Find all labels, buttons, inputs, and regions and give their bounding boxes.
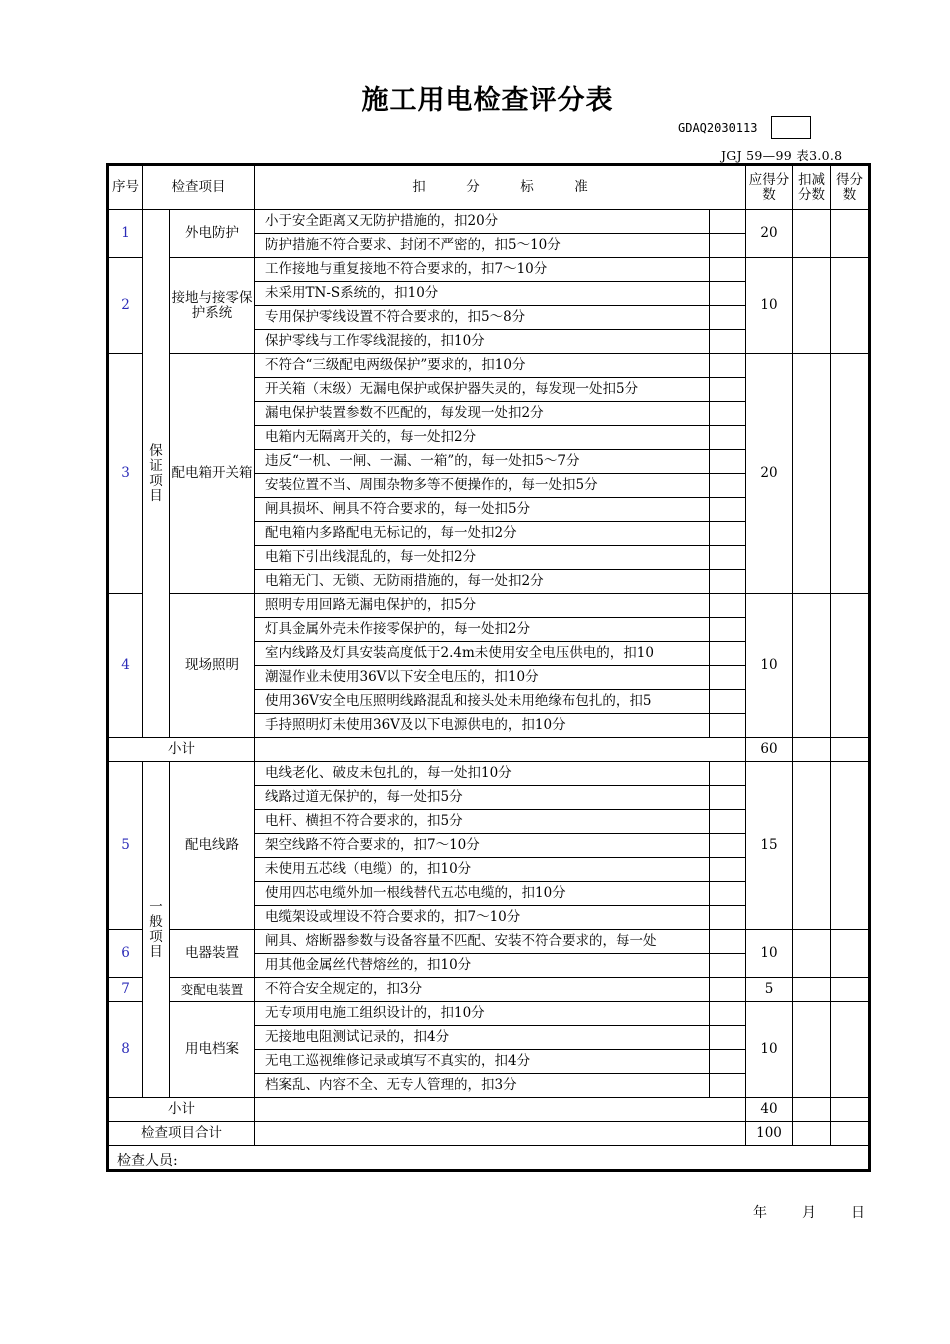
criteria-deduct-cell[interactable] xyxy=(710,306,746,330)
score-due: 10 xyxy=(746,1002,793,1098)
score-due: 20 xyxy=(746,210,793,258)
actual-score-input[interactable] xyxy=(831,258,869,354)
subtotal-blank xyxy=(255,1098,746,1122)
actual-score-input[interactable] xyxy=(831,354,869,594)
date-day-label: 日 xyxy=(851,1205,865,1221)
criteria-deduct-cell[interactable] xyxy=(710,1050,746,1074)
criteria-deduct-cell[interactable] xyxy=(710,234,746,258)
criteria-deduct-cell[interactable] xyxy=(710,1074,746,1098)
table-row xyxy=(109,354,869,378)
total-deduct[interactable] xyxy=(793,1122,831,1146)
total-actual[interactable] xyxy=(831,1122,869,1146)
criteria-deduct-cell[interactable] xyxy=(710,786,746,810)
item-name: 外电防护 xyxy=(170,210,255,258)
criteria-deduct-cell[interactable] xyxy=(710,498,746,522)
signature-row xyxy=(109,1146,869,1170)
score-due: 20 xyxy=(746,354,793,594)
subtotal-deduct[interactable] xyxy=(793,1098,831,1122)
criteria-deduct-cell[interactable] xyxy=(710,378,746,402)
criteria-text: 电缆架设或埋设不符合要求的，扣7～10分 xyxy=(255,906,710,930)
criteria-text: 电线老化、破皮未包扎的，每一处扣10分 xyxy=(255,762,710,786)
criteria-text: 配电箱内多路配电无标记的，每一处扣2分 xyxy=(255,522,710,546)
criteria-text: 电杆、横担不符合要求的，扣5分 xyxy=(255,810,710,834)
deduct-input[interactable] xyxy=(793,930,831,978)
criteria-deduct-cell[interactable] xyxy=(710,546,746,570)
date-year-label: 年 xyxy=(753,1205,767,1221)
criteria-text: 无专项用电施工组织设计的，扣10分 xyxy=(255,1002,710,1026)
item-number: 2 xyxy=(109,258,143,354)
criteria-deduct-cell[interactable] xyxy=(710,594,746,618)
criteria-text: 未使用五芯线（电缆）的，扣10分 xyxy=(255,858,710,882)
criteria-deduct-cell[interactable] xyxy=(710,426,746,450)
actual-score-input[interactable] xyxy=(831,594,869,738)
actual-score-input[interactable] xyxy=(831,930,869,978)
criteria-text: 不符合安全规定的，扣3分 xyxy=(255,978,710,1002)
subtotal-actual[interactable] xyxy=(831,738,869,762)
subtotal-label: 小计 xyxy=(109,1098,255,1122)
header-criteria: 扣 分 标 准 xyxy=(255,166,746,210)
criteria-deduct-cell[interactable] xyxy=(710,1026,746,1050)
criteria-text: 灯具金属外壳未作接零保护的，每一处扣2分 xyxy=(255,618,710,642)
deduct-input[interactable] xyxy=(793,978,831,1002)
item-number: 7 xyxy=(109,978,143,1002)
group-general: 一般项目 xyxy=(143,762,170,1098)
deduct-input[interactable] xyxy=(793,258,831,354)
item-name: 用电档案 xyxy=(170,1002,255,1098)
subtotal-row xyxy=(109,738,869,762)
criteria-text: 照明专用回路无漏电保护的，扣5分 xyxy=(255,594,710,618)
item-name: 现场照明 xyxy=(170,594,255,738)
criteria-text: 专用保护零线设置不符合要求的，扣5～8分 xyxy=(255,306,710,330)
criteria-deduct-cell[interactable] xyxy=(710,402,746,426)
criteria-text: 小于安全距离又无防护措施的，扣20分 xyxy=(255,210,710,234)
header-deduct: 扣减分数 xyxy=(793,166,831,210)
criteria-text: 未采用TN-S系统的，扣10分 xyxy=(255,282,710,306)
table-row xyxy=(109,762,869,786)
criteria-text: 闸具、熔断器参数与设备容量不匹配、安装不符合要求的，每一处 xyxy=(255,930,710,954)
group-guarantee: 保证项目 xyxy=(143,210,170,738)
header-row xyxy=(109,166,869,210)
page-title: 施工用电检查评分表 xyxy=(361,85,614,116)
criteria-text: 无电工巡视维修记录或填写不真实的，扣4分 xyxy=(255,1050,710,1074)
criteria-text: 使用四芯电缆外加一根线替代五芯电缆的，扣10分 xyxy=(255,882,710,906)
criteria-text: 架空线路不符合要求的，扣7～10分 xyxy=(255,834,710,858)
header-item: 检查项目 xyxy=(143,166,255,210)
item-number: 1 xyxy=(109,210,143,258)
header-score-due: 应得分数 xyxy=(746,166,793,210)
item-number: 5 xyxy=(109,762,143,930)
score-due: 10 xyxy=(746,594,793,738)
criteria-deduct-cell[interactable] xyxy=(710,930,746,954)
deduct-input[interactable] xyxy=(793,354,831,594)
criteria-text: 电箱内无隔离开关的，每一处扣2分 xyxy=(255,426,710,450)
criteria-deduct-cell[interactable] xyxy=(710,450,746,474)
criteria-deduct-cell[interactable] xyxy=(710,858,746,882)
item-name: 接地与接零保护系统 xyxy=(170,258,255,354)
inspector-label: 检查人员: xyxy=(117,1153,178,1169)
criteria-text: 防护措施不符合要求、封闭不严密的，扣5～10分 xyxy=(255,234,710,258)
signature-area[interactable] xyxy=(109,1146,869,1170)
criteria-deduct-cell[interactable] xyxy=(710,210,746,234)
criteria-deduct-cell[interactable] xyxy=(710,522,746,546)
actual-score-input[interactable] xyxy=(831,210,869,258)
item-name: 电器装置 xyxy=(170,930,255,978)
item-number: 8 xyxy=(109,1002,143,1098)
criteria-text: 用其他金属丝代替熔丝的，扣10分 xyxy=(255,954,710,978)
criteria-deduct-cell[interactable] xyxy=(710,762,746,786)
deduct-input[interactable] xyxy=(793,762,831,930)
criteria-text: 闸具损坏、闸具不符合要求的，每一处扣5分 xyxy=(255,498,710,522)
standard-reference: JGJ 59—99 表3.0.8 xyxy=(721,148,843,163)
score-due: 15 xyxy=(746,762,793,930)
criteria-deduct-cell[interactable] xyxy=(710,978,746,1002)
total-row xyxy=(109,1122,869,1146)
criteria-deduct-cell[interactable] xyxy=(710,906,746,930)
subtotal-row xyxy=(109,1098,869,1122)
criteria-text: 工作接地与重复接地不符合要求的，扣7～10分 xyxy=(255,258,710,282)
score-due: 10 xyxy=(746,930,793,978)
criteria-deduct-cell[interactable] xyxy=(710,282,746,306)
criteria-text: 室内线路及灯具安装高度低于2.4m未使用安全电压供电的，扣10 xyxy=(255,642,710,666)
header-seq: 序号 xyxy=(109,166,143,210)
criteria-text: 安装位置不当、周围杂物多等不便操作的，每一处扣5分 xyxy=(255,474,710,498)
criteria-deduct-cell[interactable] xyxy=(710,882,746,906)
deduct-input[interactable] xyxy=(793,594,831,738)
criteria-deduct-cell[interactable] xyxy=(710,666,746,690)
criteria-text: 保护零线与工作零线混接的，扣10分 xyxy=(255,330,710,354)
deduct-input[interactable] xyxy=(793,210,831,258)
score-due: 5 xyxy=(746,978,793,1002)
criteria-deduct-cell[interactable] xyxy=(710,690,746,714)
form-code-box[interactable] xyxy=(771,116,811,139)
date-month-label: 月 xyxy=(802,1205,816,1221)
table-row xyxy=(109,978,869,1002)
criteria-deduct-cell[interactable] xyxy=(710,834,746,858)
criteria-text: 手持照明灯未使用36V及以下电源供电的，扣10分 xyxy=(255,714,710,738)
criteria-deduct-cell[interactable] xyxy=(710,474,746,498)
actual-score-input[interactable] xyxy=(831,1002,869,1098)
criteria-text: 电箱无门、无锁、无防雨措施的，每一处扣2分 xyxy=(255,570,710,594)
criteria-deduct-cell[interactable] xyxy=(710,714,746,738)
item-name: 配电箱开关箱 xyxy=(170,354,255,594)
table-row xyxy=(109,930,869,954)
table-row xyxy=(109,258,869,282)
criteria-text: 漏电保护装置参数不匹配的，每发现一处扣2分 xyxy=(255,402,710,426)
subtotal-actual[interactable] xyxy=(831,1098,869,1122)
total-score: 100 xyxy=(746,1122,793,1146)
table-row xyxy=(109,594,869,618)
criteria-deduct-cell[interactable] xyxy=(710,330,746,354)
item-name: 配电线路 xyxy=(170,762,255,930)
item-number: 3 xyxy=(109,354,143,594)
inspection-score-table xyxy=(108,165,869,1170)
criteria-text: 使用36V安全电压照明线路混乱和接头处未用绝缘布包扎的，扣5 xyxy=(255,690,710,714)
table-row xyxy=(109,210,869,234)
criteria-text: 开关箱（末级）无漏电保护或保护器失灵的，每发现一处扣5分 xyxy=(255,378,710,402)
criteria-text: 线路过道无保护的，每一处扣5分 xyxy=(255,786,710,810)
item-number: 6 xyxy=(109,930,143,978)
criteria-text: 不符合“三级配电两级保护”要求的，扣10分 xyxy=(255,354,710,378)
criteria-deduct-cell[interactable] xyxy=(710,618,746,642)
actual-score-input[interactable] xyxy=(831,978,869,1002)
item-name: 变配电装置 xyxy=(170,978,255,1002)
criteria-deduct-cell[interactable] xyxy=(710,954,746,978)
criteria-deduct-cell[interactable] xyxy=(710,354,746,378)
criteria-text: 档案乱、内容不全、无专人管理的，扣3分 xyxy=(255,1074,710,1098)
subtotal-label: 小计 xyxy=(109,738,255,762)
criteria-text: 无接地电阻测试记录的，扣4分 xyxy=(255,1026,710,1050)
table-row xyxy=(109,1002,869,1026)
subtotal-deduct[interactable] xyxy=(793,738,831,762)
actual-score-input[interactable] xyxy=(831,762,869,930)
subtotal-score: 60 xyxy=(746,738,793,762)
criteria-text: 潮湿作业未使用36V以下安全电压的，扣10分 xyxy=(255,666,710,690)
criteria-text: 违反“一机、一闸、一漏、一箱”的，每一处扣5～7分 xyxy=(255,450,710,474)
criteria-deduct-cell[interactable] xyxy=(710,642,746,666)
criteria-text: 电箱下引出线混乱的，每一处扣2分 xyxy=(255,546,710,570)
subtotal-blank xyxy=(255,738,746,762)
criteria-deduct-cell[interactable] xyxy=(710,570,746,594)
total-label: 检查项目合计 xyxy=(109,1122,255,1146)
form-code: GDAQ2030113 xyxy=(678,121,758,135)
header-actual: 得分数 xyxy=(831,166,869,210)
subtotal-score: 40 xyxy=(746,1098,793,1122)
deduct-input[interactable] xyxy=(793,1002,831,1098)
criteria-deduct-cell[interactable] xyxy=(710,258,746,282)
total-blank xyxy=(255,1122,746,1146)
score-due: 10 xyxy=(746,258,793,354)
criteria-deduct-cell[interactable] xyxy=(710,1002,746,1026)
item-number: 4 xyxy=(109,594,143,738)
criteria-deduct-cell[interactable] xyxy=(710,810,746,834)
